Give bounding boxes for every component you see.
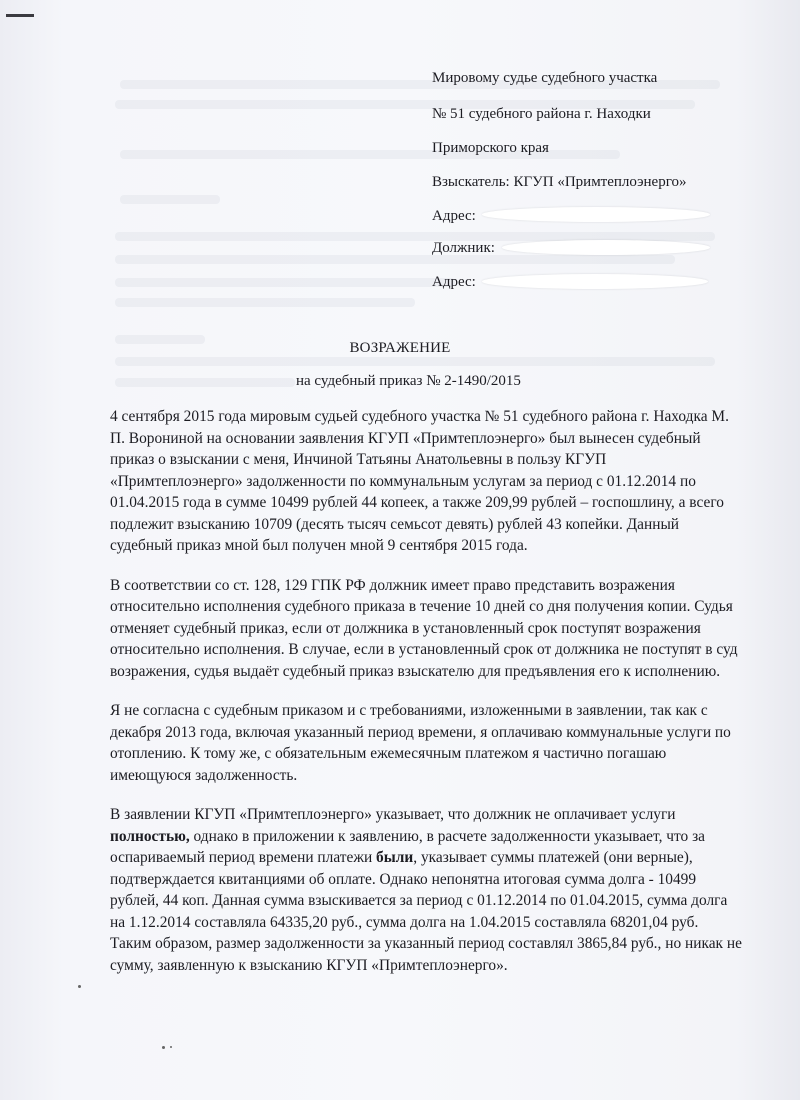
paragraph-4 — [110, 804, 742, 976]
scan-speck — [78, 985, 81, 988]
paragraph-3: Я не согласна с судебным приказом и с требованиями, изложенными в заявлении, так как с декабря 2013 года, включая указанный период времени, я оплачиваю коммунальные услуги по отоплению. К тому же, с обязательным ежемесячным платежом я частично погашаю имеющуюся задолженность. — [110, 702, 731, 784]
bleed-through — [115, 378, 295, 387]
paragraph-4-bold-1: полностью, — [110, 827, 190, 845]
scan-speck — [162, 1046, 165, 1049]
paragraph-4-text-a: В заявлении КГУП «Примтеплоэнерго» указывает, что должник не оплачивает услуги — [110, 806, 676, 823]
bleed-through — [115, 357, 715, 366]
bleed-through — [120, 195, 220, 204]
document-subtitle: на судебный приказ № 2-1490/2015 — [296, 373, 521, 389]
paragraph-1: 4 сентября 2015 года мировым судьей судебного участка № 51 судебного района г. Находка М. П. Ворониной на основании заявления КГУП «Примтеплоэнерго» был вынесен судебный приказ о взыскании с меня, Инчиной Татьяны Анатольевны в пользу КГУП «Примтеплоэнерго» задолженности по коммунальным услугам за период с 01.12.2014 по 01.04.2015 года в сумме 10499 рублей 44 копеек, а также 209,99 рублей – госпошлину, а всего подлежит взысканию 10709 (десять тысяч семьсот девять) рублей 43 копейки. Данный судебный приказ мной был получен мной 9 сентября 2015 года. — [110, 408, 729, 554]
scan-speck — [170, 1046, 172, 1048]
paragraph-4-text-b: однако в приложении к заявлению, в расчете задолженности указывает, что за оспариваемый период времени платежи — [110, 827, 705, 866]
document-body — [110, 406, 742, 994]
bleed-through — [115, 298, 415, 307]
bleed-through — [115, 255, 675, 264]
addressee-line-3: Приморского края — [432, 140, 549, 156]
claimant-line: Взыскатель: КГУП «Примтеплоэнерго» — [432, 174, 687, 190]
document-title: ВОЗРАЖЕНИЕ — [349, 340, 451, 356]
redaction-mark — [482, 207, 710, 222]
scan-edge-mark — [6, 14, 34, 17]
claimant-address-label: Адрес: — [432, 208, 476, 224]
paragraph-2: В соответствии со ст. 128, 129 ГПК РФ должник имеет право представить возражения относительно исполнения судебного приказа в течение 10 дней со дня получения копии. Судья отменяет судебный приказ, если от должника в установленный срок поступят возражения относительно исполнения. В случае, если в установленный срок от должника не поступят в суд возражения, судья выдаёт судебный приказ взыскателю для предъявления его к исполнению. — [110, 576, 738, 680]
addressee-line-2: № 51 судебного района г. Находки — [432, 106, 651, 122]
bleed-through — [115, 278, 455, 287]
debtor-label: Должник: — [432, 240, 495, 256]
redaction-mark — [482, 274, 708, 289]
paragraph-4-text-c: , указывает суммы платежей (они верные), подтверждается квитанциями об оплате. Однако непонятна итоговая сумма долга - 10499 рублей, 44 коп. Данная сумма взыскивается за период с 01.12.2014 по 01.04.2015, сумма долга на 1.12.2014 составляла 64335,20 руб., сумма долга на 1.04.2015 составляла 68201,04 руб. Таким образом, размер задолженности за указанный период составлял 3865,84 руб., но никак не сумму, заявленную к взысканию КГУП «Примтеплоэнерго». — [110, 849, 742, 974]
paragraph-4-bold-2: были — [376, 849, 414, 866]
redaction-mark — [502, 240, 710, 255]
debtor-address-label: Адрес: — [432, 274, 476, 290]
addressee-line-1: Мировому судье судебного участка — [432, 70, 658, 86]
